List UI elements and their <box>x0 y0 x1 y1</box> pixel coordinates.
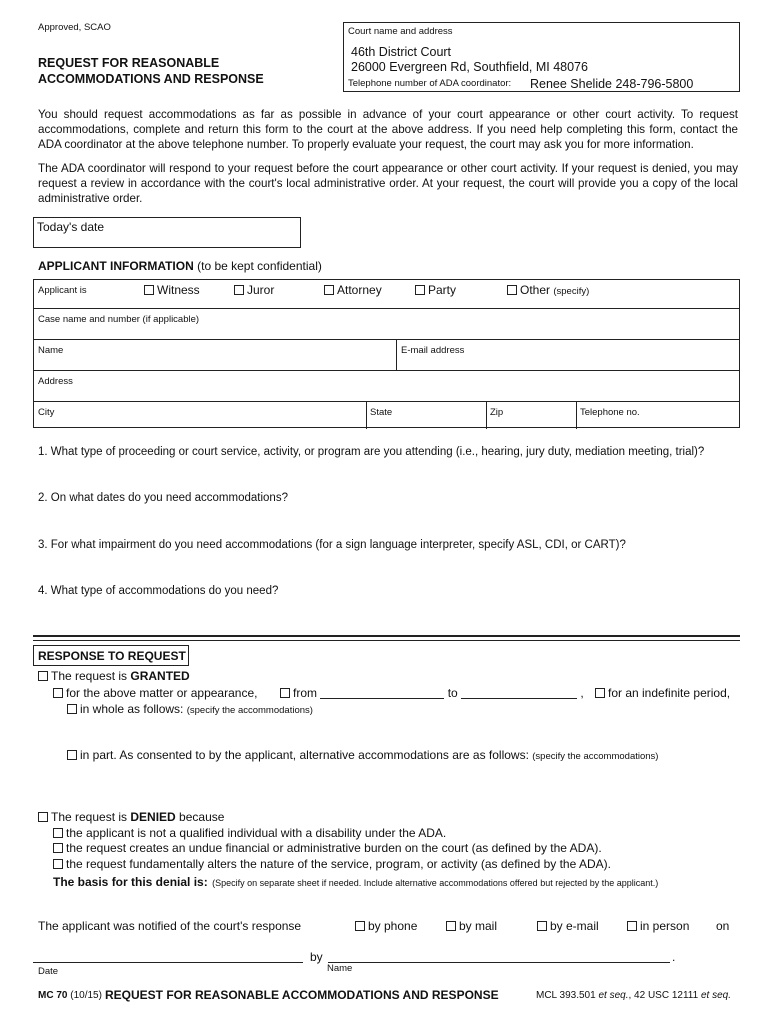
part-checkbox[interactable] <box>67 750 77 760</box>
name-field[interactable] <box>34 340 396 370</box>
attorney-checkbox[interactable] <box>324 285 334 295</box>
applicant-heading <box>38 259 322 273</box>
notified-label: The applicant was notified of the court's response <box>38 919 302 933</box>
court-label: Court name and address <box>348 26 453 37</box>
denial-reason-1[interactable] <box>53 826 446 840</box>
ada-value: Renee Shelide 248-796-5800 <box>530 77 694 91</box>
part-label: in part. As consented to by the applicant, alternative accommodations are as follows: <box>80 748 529 762</box>
part-option[interactable] <box>67 748 658 762</box>
footer-citation <box>536 990 731 1001</box>
section-divider <box>33 635 740 637</box>
denial-reason-2-checkbox[interactable] <box>53 843 63 853</box>
form-code-text: MC 70 <box>38 990 68 1001</box>
in-person-option[interactable] <box>627 919 689 933</box>
applicant-heading-text: APPLICANT INFORMATION <box>38 259 194 273</box>
denial-reason-1-checkbox[interactable] <box>53 828 63 838</box>
by-email-checkbox[interactable] <box>537 921 547 931</box>
form-title <box>38 55 264 87</box>
by-mail-label: by mail <box>459 919 498 933</box>
address-row[interactable] <box>34 371 739 402</box>
denied-checkbox[interactable] <box>38 812 48 822</box>
by-mail-option[interactable] <box>446 919 497 933</box>
from-label: from <box>293 686 317 700</box>
denial-basis-note: (Specify on separate sheet if needed. Include alternative accommodations offered but rejected by the applicant.) <box>212 878 659 888</box>
section-divider-thin <box>33 640 740 641</box>
applicant-type-row <box>34 280 739 309</box>
above-matter-checkbox[interactable] <box>53 688 63 698</box>
denied-post: because <box>175 810 225 824</box>
todays-date-field[interactable] <box>33 217 301 248</box>
citation-etseq-2: et seq. <box>700 990 731 1001</box>
by-phone-checkbox[interactable] <box>355 921 365 931</box>
denial-basis <box>53 873 658 891</box>
in-person-label: in person <box>640 919 690 933</box>
denial-reason-2-label: the request creates an undue financial or administrative burden on the court (as defined by the ADA). <box>66 841 602 855</box>
juror-checkbox[interactable] <box>234 285 244 295</box>
question-2: 2. On what dates do you need accommodations? <box>38 492 288 504</box>
denial-reason-3-label: the request fundamentally alters the nature of the service, program, or activity (as defined by the ADA). <box>66 857 611 871</box>
case-row[interactable] <box>34 309 739 340</box>
denial-reason-3-checkbox[interactable] <box>53 859 63 869</box>
granted-pre: The request is <box>51 669 131 683</box>
question-3: 3. For what impairment do you need accommodations (for a sign language interpreter, specify ASL, CDI, or CART)? <box>38 539 626 551</box>
name-label: Name <box>38 345 64 356</box>
city-field[interactable] <box>34 402 366 429</box>
question-1: 1. What type of proceeding or court service, activity, or program are you attending (i.e., hearing, jury duty, mediation meeting, trial)? <box>38 446 705 458</box>
city-label: City <box>38 407 55 418</box>
case-label: Case name and number (if applicable) <box>38 314 200 325</box>
name-signature-line[interactable] <box>328 962 670 963</box>
to-date-line[interactable] <box>461 687 577 699</box>
name-line-period: . <box>672 950 676 964</box>
zip-field[interactable] <box>486 402 576 429</box>
denied-pre: The request is <box>51 810 131 824</box>
form-revision: (10/15) <box>70 990 102 1001</box>
state-field[interactable] <box>366 402 486 429</box>
witness-label: Witness <box>157 283 200 297</box>
denial-reason-2[interactable] <box>53 841 602 855</box>
email-label: E-mail address <box>401 345 465 356</box>
by-phone-label: by phone <box>368 919 418 933</box>
citation-usc: , 42 USC 12111 <box>628 990 699 1001</box>
indefinite-option[interactable] <box>595 686 730 700</box>
denied-word: DENIED <box>130 810 176 824</box>
date-signature-line[interactable] <box>33 962 303 963</box>
whole-label: in whole as follows: <box>80 702 184 716</box>
party-label: Party <box>428 283 457 297</box>
granted-option[interactable] <box>38 669 190 683</box>
city-row <box>34 402 739 429</box>
name-line-label: Name <box>327 963 353 974</box>
instructions-para-1: You should request accommodations as far as possible in advance of your court appearance or other court activity. To request accommodations, complete and return this form to the court at the above address. If you need help completing this form, contact the ADA coordinator at the above telephone number. To properly evaluate your request, the court may ask you for more information. <box>38 108 738 152</box>
address-label: Address <box>38 376 73 387</box>
juror-label: Juror <box>247 283 275 297</box>
witness-checkbox[interactable] <box>144 285 154 295</box>
on-label: on <box>716 919 730 933</box>
other-label: Other <box>520 283 551 297</box>
juror-option[interactable] <box>234 283 274 297</box>
other-note: (specify) <box>553 286 590 297</box>
whole-option[interactable] <box>67 702 313 716</box>
from-checkbox[interactable] <box>280 688 290 698</box>
form-title-line1: REQUEST FOR REASONABLE <box>38 56 220 70</box>
other-checkbox[interactable] <box>507 285 517 295</box>
telephone-label: Telephone no. <box>580 407 640 418</box>
telephone-field[interactable] <box>576 402 739 429</box>
question-4: 4. What type of accommodations do you need? <box>38 585 279 597</box>
by-email-option[interactable] <box>537 919 599 933</box>
applicant-is-label: Applicant is <box>38 285 87 296</box>
ada-label: Telephone number of ADA coordinator: <box>348 78 512 89</box>
state-label: State <box>370 407 393 418</box>
above-matter-option[interactable] <box>53 686 257 700</box>
applicant-table <box>33 279 740 428</box>
attorney-option[interactable] <box>324 283 382 297</box>
above-matter-label: for the above matter or appearance, <box>66 686 258 700</box>
applicant-heading-note: (to be kept confidential) <box>197 259 322 273</box>
todays-date-label: Today's date <box>37 220 105 234</box>
to-comma: , <box>580 686 584 700</box>
court-name: 46th District Court <box>351 45 452 59</box>
approved-label: Approved, SCAO <box>38 22 111 33</box>
zip-label: Zip <box>490 407 504 418</box>
to-label: to <box>447 686 458 700</box>
other-option[interactable] <box>507 283 589 297</box>
instructions-para-2: The ADA coordinator will respond to your request before the court appearance or other court activity. If your request is denied, you may request a review in accordance with the court's local administrative order. At your request, the court will provide you a copy of the local administrative order. <box>38 162 738 206</box>
granted-word: GRANTED <box>130 669 190 683</box>
denial-basis-label: The basis for this denial is: <box>53 875 208 889</box>
email-field[interactable] <box>396 340 739 370</box>
witness-option[interactable] <box>144 283 200 297</box>
response-heading: RESPONSE TO REQUEST <box>33 645 189 666</box>
citation-etseq-1: et seq. <box>598 990 629 1001</box>
from-date-line[interactable] <box>320 687 444 699</box>
form-code <box>38 990 102 1001</box>
denied-option[interactable] <box>38 810 224 824</box>
denial-reason-3[interactable] <box>53 857 611 871</box>
party-option[interactable] <box>415 283 456 297</box>
granted-checkbox[interactable] <box>38 671 48 681</box>
by-label: by <box>310 950 323 964</box>
whole-checkbox[interactable] <box>67 704 77 714</box>
part-note: (specify the accommodations) <box>532 751 659 762</box>
court-info-box[interactable] <box>343 22 740 92</box>
party-checkbox[interactable] <box>415 285 425 295</box>
attorney-label: Attorney <box>337 283 382 297</box>
by-mail-checkbox[interactable] <box>446 921 456 931</box>
whole-note: (specify the accommodations) <box>186 705 313 716</box>
form-title-line2: ACCOMMODATIONS AND RESPONSE <box>38 72 264 86</box>
by-email-label: by e-mail <box>550 919 599 933</box>
footer-title: REQUEST FOR REASONABLE ACCOMMODATIONS AND RESPONSE <box>105 988 499 1002</box>
citation-mcl: MCL 393.501 <box>536 990 596 1001</box>
indefinite-label: for an indefinite period, <box>608 686 731 700</box>
in-person-checkbox[interactable] <box>627 921 637 931</box>
indefinite-checkbox[interactable] <box>595 688 605 698</box>
from-option[interactable] <box>280 686 584 700</box>
name-email-row <box>34 340 739 371</box>
court-address: 26000 Evergreen Rd, Southfield, MI 48076 <box>351 60 588 74</box>
denial-reason-1-label: the applicant is not a qualified individual with a disability under the ADA. <box>66 826 447 840</box>
date-line-label: Date <box>38 966 59 977</box>
by-phone-option[interactable] <box>355 919 417 933</box>
